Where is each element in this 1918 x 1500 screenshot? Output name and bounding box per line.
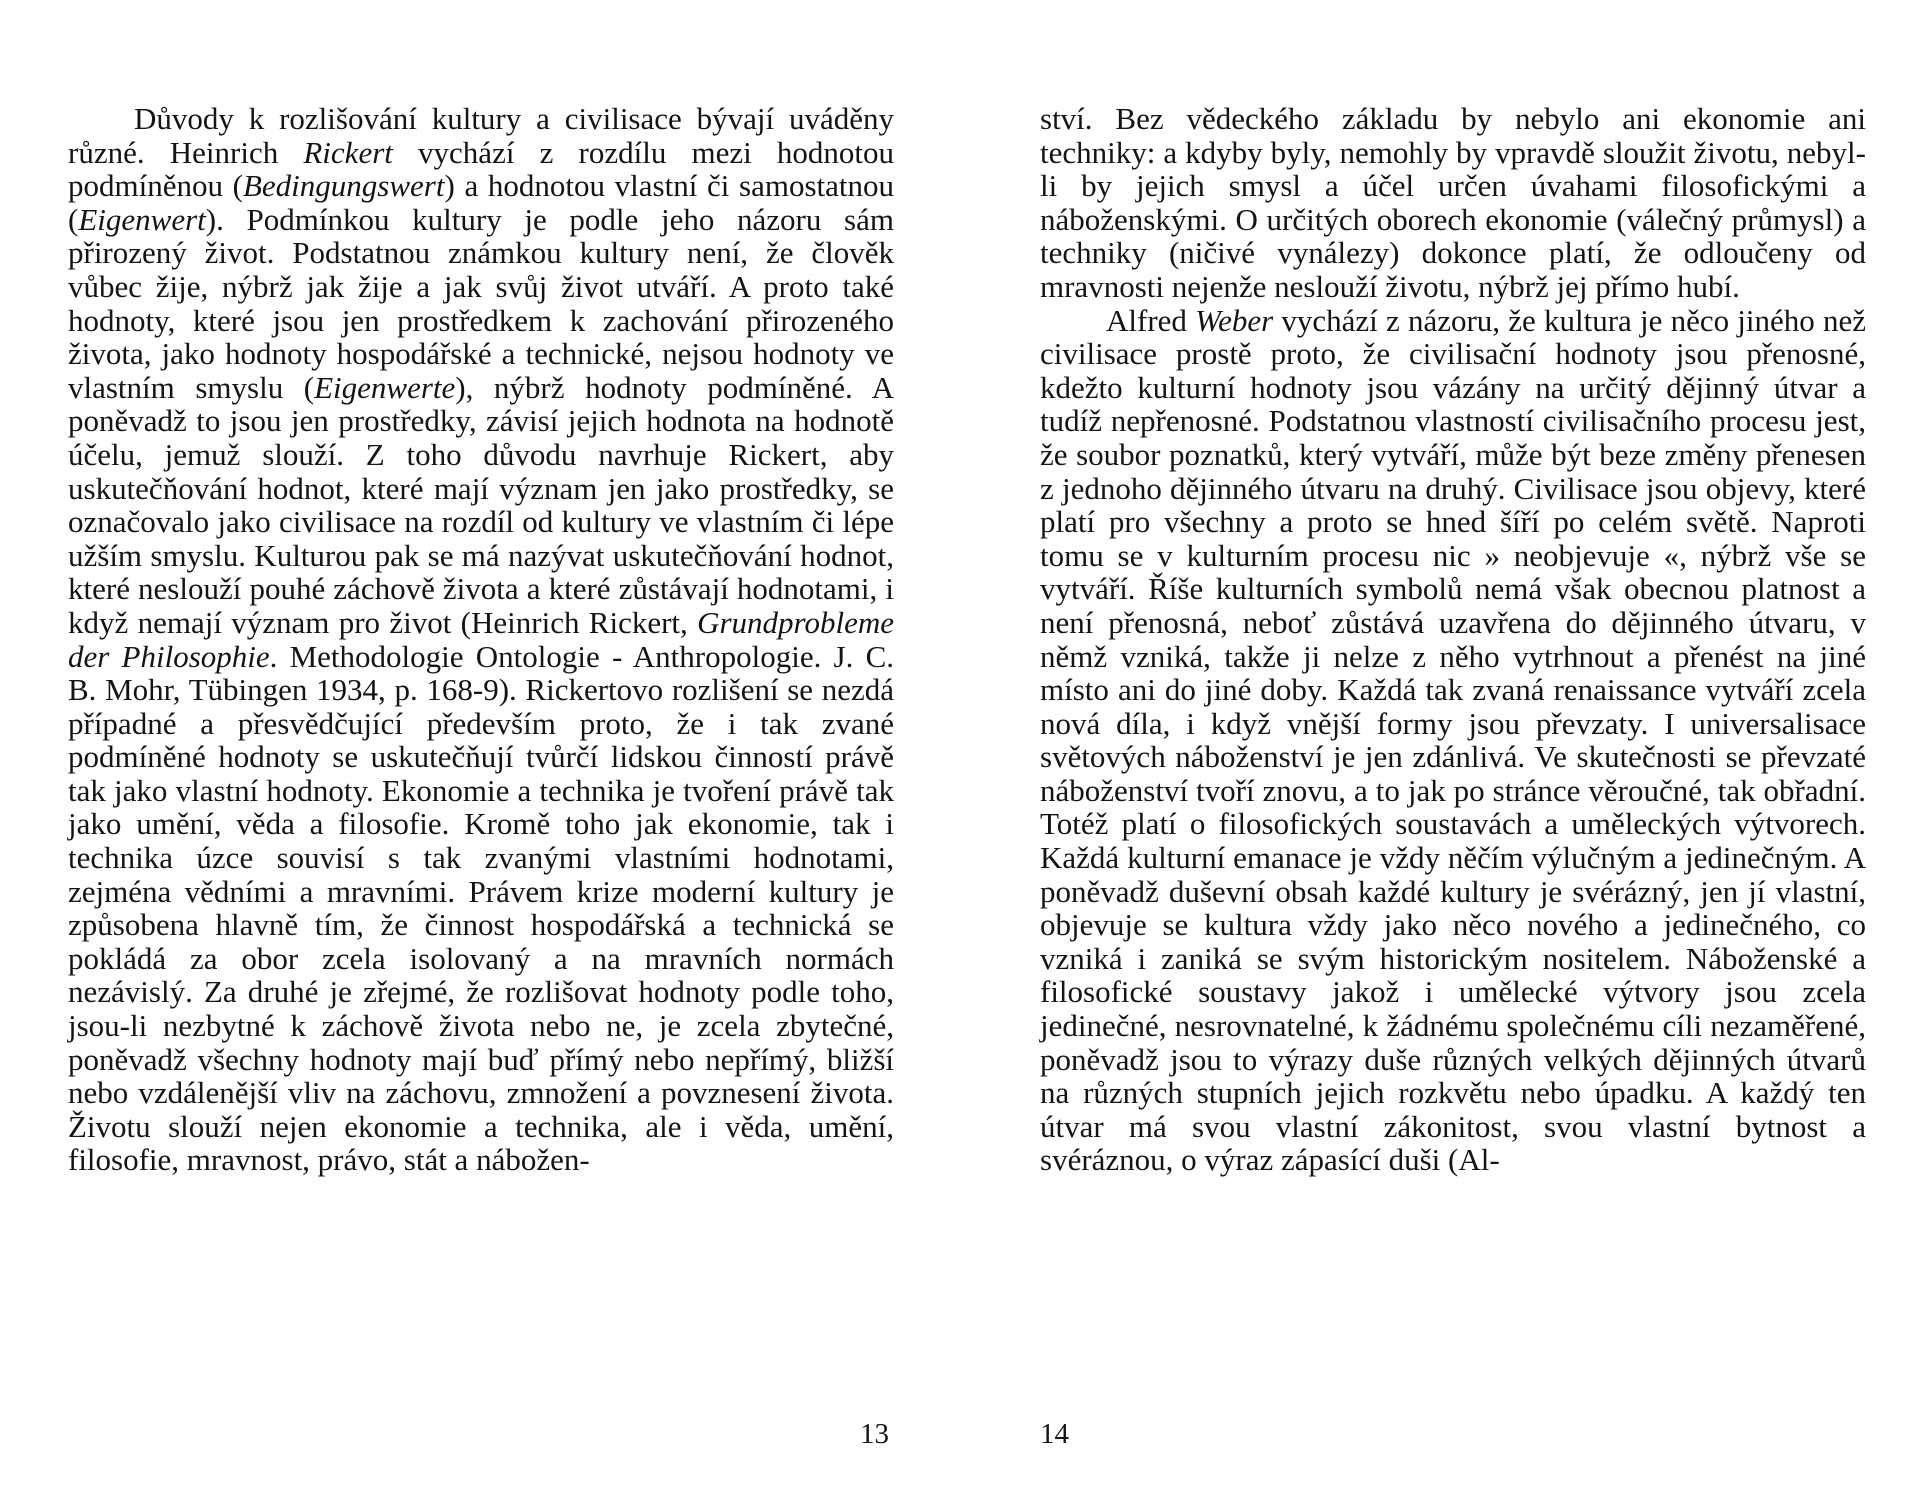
right-page bbox=[1040, 102, 1866, 1462]
italic-text-run: Eigenwerte bbox=[314, 369, 456, 405]
text-run: ství. Bez vědeckého základu by nebylo ani ekonomie ani techniky: a kdyby byly, nemohly by vpravdě sloužit životu, nebyl-li by jejich smysl a účel určen úvahami filosofickými a náboženskými. O určitých oborech ekonomie (válečný průmysl) a techniky (ničivé vynálezy) dokonce platí, že odloučeny od mravnosti nejenže neslouží životu, nýbrž jej přímo hubí. bbox=[1040, 101, 1866, 304]
italic-text-run: Weber bbox=[1195, 302, 1274, 338]
text-run: Alfred bbox=[1106, 302, 1196, 338]
text-run: . Methodologie Ontologie - Anthropologie. J. C. B. Mohr, Tübingen 1934, p. 168-9). Rickertovo rozlišení se nezdá případné a přesvědčující především proto, že i tak zvané podmíněné hodnoty se uskutečňují tvůrčí lidskou činností právě tak jako vlastní hodnoty. Ekonomie a technika je tvoření právě tak jako umění, věda a filosofie. Kromě toho jak ekonomie, tak i technika úzce souvisí s tak zvanými vlastními hodnotami, zejména vědními a mravními. Právem krize moderní kultury je způsobena hlavně tím, že činnost hospodářská a technická se pokládá za obor zcela isolovaný a na mravních normách nezávislý. Za druhé je zřejmé, že rozlišovat hodnoty podle toho, jsou-li nezbytné k záchově života nebo ne, je zcela zbytečné, poněvadž všechny hodnoty mají buď přímý nebo nepřímý, bližší nebo vzdálenější vliv na záchovu, zmnožení a povznesení života. Životu slouží nejen ekonomie a technika, ale i věda, umění, filosofie, mravnost, právo, stát a nábožen- bbox=[68, 638, 894, 1178]
text-run: ) a hodnotou vlastní či samostatnou ( bbox=[68, 168, 895, 237]
italic-text-run: Eigenwert bbox=[78, 201, 206, 237]
right-page-body bbox=[1040, 102, 1866, 1177]
paragraph bbox=[68, 102, 894, 1177]
paragraph bbox=[1040, 304, 1866, 1177]
text-run: ). Podmínkou kultury je podle jeho názoru sám přirozený život. Podstatnou známkou kultury není, že člověk vůbec žije, nýbrž jak žije a jak svůj život utváří. A proto také hodnoty, které jsou jen prostředkem k zachování přirozeného života, jako hodnoty hospodářské a technické, nejsou hodnoty ve vlastním smyslu ( bbox=[68, 201, 894, 405]
text-run: vychází z rozdílu mezi hodnotou podmíněnou ( bbox=[68, 134, 894, 204]
text-run: Důvody k rozlišování kultury a civilisace bývají uváděny různé. Heinrich bbox=[68, 101, 894, 170]
italic-text-run: Bedingungswert bbox=[242, 168, 445, 204]
text-run: vychází z názoru, že kultura je něco jiného než civilisace prostě proto, že civilisační hodnoty jsou přenosné, kdežto kulturní hodnoty jsou vázány na určitý dějinný útvar a tudíž nepřenosné. Podstatnou vlastností civilisačního procesu jest, že soubor poznatků, který vytváří, může být beze změny přenesen z jednoho dějinného útvaru na druhý. Civilisace jsou objevy, které platí pro všechny a proto se hned šíří po celém světě. Naproti tomu se v kulturním procesu nic » neobjevuje «, nýbrž vše se vytváří. Říše kulturních symbolů nemá však obecnou platnost a není přenosná, neboť zůstává uzavřena do dějinného útvaru, v němž vzniká, takže ji nelze z něho vytrhnout a přenést na jiné místo ani do jiné doby. Každá tak zvaná renaissance vytváří zcela nová díla, i když vnější formy jsou převzaty. I universalisace světových náboženství je jen zdánlivá. Ve skutečnosti se převzaté náboženství tvoří znovu, a to jak po stránce věroučné, tak obřadní. Totéž platí o filosofických soustavách a uměleckých výtvorech. Každá kulturní emanace je vždy něčím výlučným a jedinečným. A poněvadž duševní obsah každé kultury je svérázný, jen jí vlastní, objevuje se kultura vždy jako něco nového a jedinečného, co vzniká i zaniká se svým historickým nositelem. Náboženské a filosofické soustavy jakož i umělecké výtvory jsou zcela jedinečné, nesrovnatelné, k žádnému společnému cíli nezaměřené, poněvadž jsou to výrazy duše různých velkých dějinných útvarů na různých stupních jejich rozkvětu nebo úpadku. A každý ten útvar má svou vlastní zákonitost, svou vlastní bytnost a svéráznou, o výraz zápasící duši (Al- bbox=[1040, 302, 1867, 1178]
page-number-left: 13 bbox=[860, 1418, 889, 1450]
left-page bbox=[68, 102, 894, 1462]
page-number-right: 14 bbox=[1040, 1418, 1069, 1450]
italic-text-run: Grundprobleme der Philosophie bbox=[68, 604, 894, 674]
left-page-body bbox=[68, 102, 894, 1177]
text-run: ), nýbrž hodnoty podmíněné. A poněvadž to jsou jen prostředky, závisí jejich hodnota na hodnotě účelu, jemuž slouží. Z toho důvodu navrhuje Rickert, aby uskutečňování hodnot, které mají význam jen jako prostředky, se označovalo jako civilisace na rozdíl od kultury ve vlastním či lépe užším smyslu. Kulturou pak se má nazývat uskutečňování hodnot, které neslouží pouhé záchově života a které zůstávají hodnotami, i když nemají význam pro život (Heinrich Rickert, bbox=[68, 369, 894, 640]
italic-text-run: Rickert bbox=[303, 134, 393, 170]
paragraph bbox=[1040, 102, 1866, 304]
